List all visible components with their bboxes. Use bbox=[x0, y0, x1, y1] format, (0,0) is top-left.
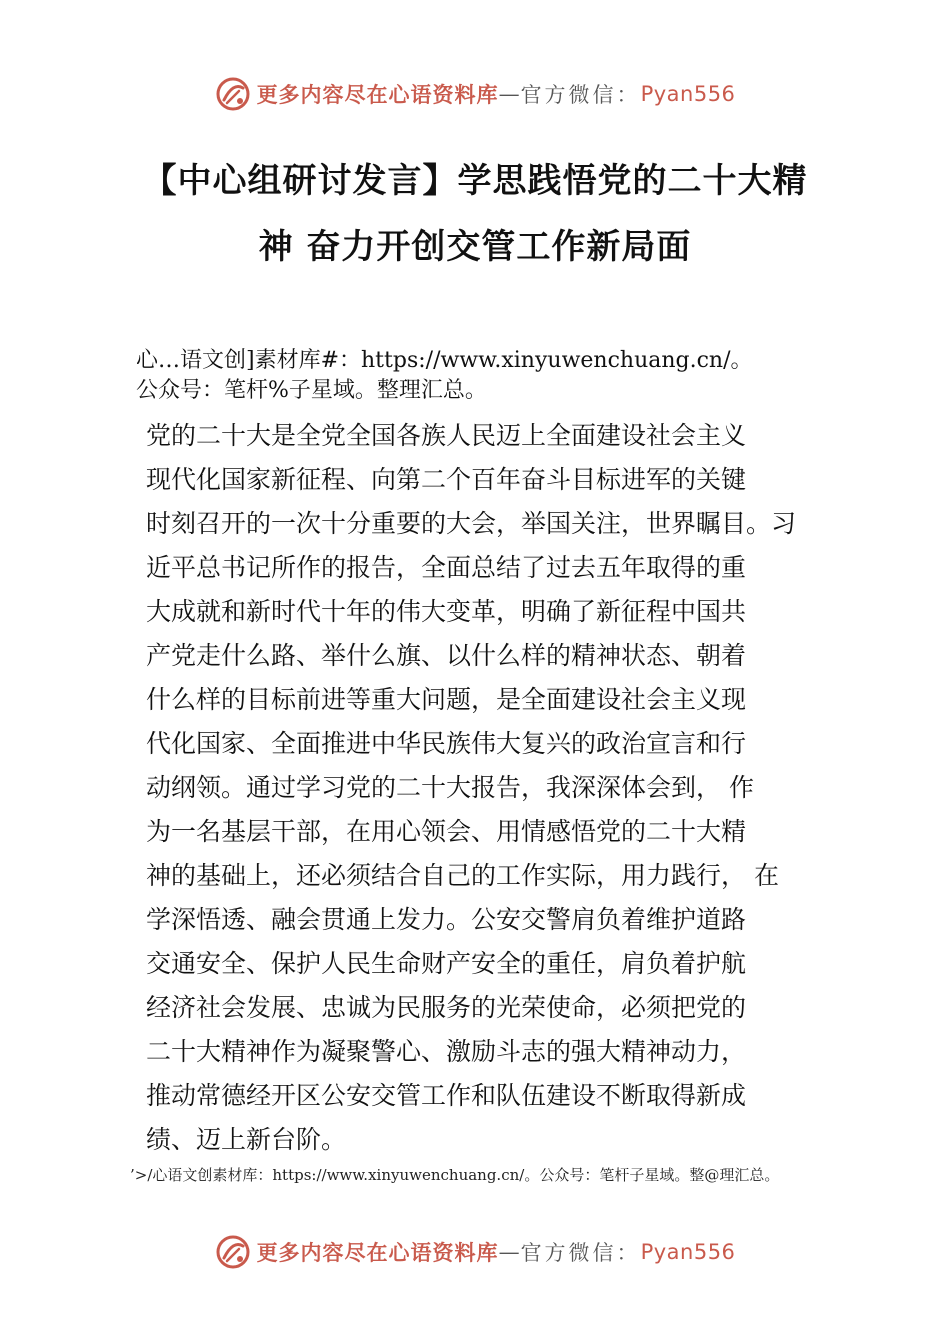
body-line: 神的基础上，还必须结合自己的工作实际，用力践行， 在 bbox=[146, 861, 779, 890]
body-line: 绩、迈上新台阶。 bbox=[146, 1125, 347, 1154]
source-line-1: 心…语文创]素材库#：https://www.xinyuwenchuang.cn/。 bbox=[136, 348, 753, 373]
body-line: 大成就和新时代十年的伟大变革，明确了新征程中国共 bbox=[146, 597, 747, 626]
body-line: 二十大精神作为凝聚警心、激励斗志的强大精神动力， bbox=[146, 1037, 747, 1066]
seal-logo-icon bbox=[215, 76, 251, 112]
body-line: 时刻召开的一次十分重要的大会，举国关注，世界瞩目。习 bbox=[146, 509, 797, 538]
body-line: 交通安全、保护人民生命财产安全的重任，肩负着护航 bbox=[146, 949, 747, 978]
title-line-2: 神 奋力开创交管工作新局面 bbox=[258, 227, 692, 267]
seal-logo-icon bbox=[215, 1234, 251, 1270]
title-line-1: 【中心组研讨发言】学思践悟党的二十大精 bbox=[142, 161, 808, 201]
body-line: 近平总书记所作的报告，全面总结了过去五年取得的重 bbox=[146, 553, 747, 582]
source-line-2: 公众号：笔杆%子星域。整理汇总。 bbox=[136, 378, 487, 403]
body-line: 现代化国家新征程、向第二个百年奋斗目标进军的关键 bbox=[146, 465, 747, 494]
header-banner bbox=[0, 74, 950, 114]
footer-source-note: ’>/心语文创素材库：https://www.xinyuwenchuang.cn/。公众号：笔杆子星域。整@理汇总。 bbox=[130, 1166, 780, 1184]
body-line: 经济社会发展、忠诚为民服务的光荣使命，必须把党的 bbox=[146, 993, 747, 1022]
footer-banner bbox=[0, 1232, 950, 1272]
source-note bbox=[136, 346, 936, 406]
body-line: 为一名基层干部，在用心领会、用情感悟党的二十大精 bbox=[146, 817, 747, 846]
banner-wechat-id: Pyan556 bbox=[640, 1240, 736, 1264]
body-line: 什么样的目标前进等重大问题，是全面建设社会主义现 bbox=[146, 685, 747, 714]
body-paragraph bbox=[146, 414, 826, 1162]
banner-main-text: 更多内容尽在心语资料库 bbox=[256, 82, 499, 107]
body-line: 党的二十大是全党全国各族人民迈上全面建设社会主义 bbox=[146, 421, 747, 450]
body-line: 产党走什么路、举什么旗、以什么样的精神状态、朝着 bbox=[146, 641, 747, 670]
body-line: 学深悟透、融会贯通上发力。公安交警肩负着维护道路 bbox=[146, 905, 747, 934]
banner-wechat-label: 官方微信： bbox=[520, 1241, 641, 1265]
banner-wechat-id: Pyan556 bbox=[640, 82, 736, 106]
document-title bbox=[120, 148, 830, 280]
banner-dash: — bbox=[498, 82, 521, 106]
banner-main-text: 更多内容尽在心语资料库 bbox=[256, 1240, 499, 1265]
body-line: 动纲领。通过学习党的二十大报告，我深深体会到， 作 bbox=[146, 773, 754, 802]
banner-dash: — bbox=[498, 1240, 521, 1264]
body-line: 推动常德经开区公安交管工作和队伍建设不断取得新成 bbox=[146, 1081, 747, 1110]
banner-wechat-label: 官方微信： bbox=[520, 83, 641, 107]
body-line: 代化国家、全面推进中华民族伟大复兴的政治宣言和行 bbox=[146, 729, 747, 758]
